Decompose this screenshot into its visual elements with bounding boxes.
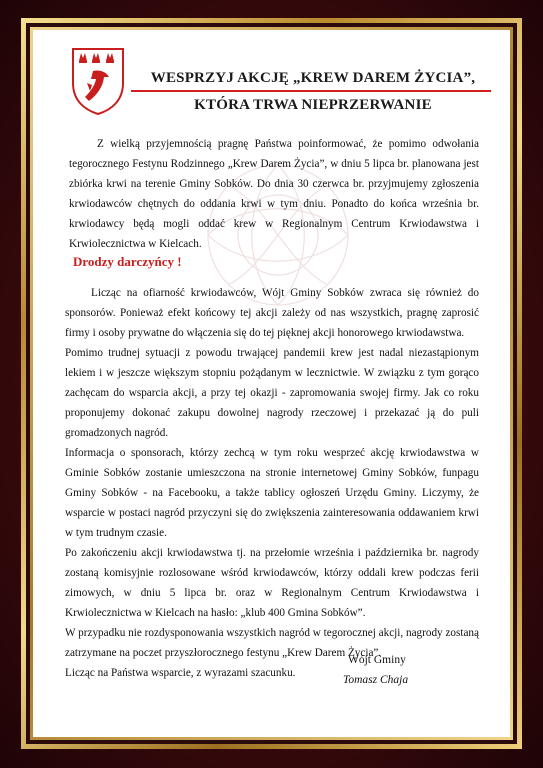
signature-name: Tomasz Chaja	[343, 674, 409, 686]
body-paragraph: Po zakończeniu akcji krwiodawstwa tj. na przełomie września i października br. nagrody zostaną komisyjnie rozlosowane wśród krwiodawców, którzy oddali krew podczas ferii zimowych, w dniu 5 lipca br. oraz w Regionalnym Centrum Krwiodawstwa i Krwiolecznictwa w Kielcach na hasło: „klub 400 Gmina Sobków”.	[65, 547, 479, 619]
signature-title: Wójt Gminy	[348, 654, 406, 666]
title-divider	[131, 90, 491, 92]
body-paragraph: Informacja o sponsorach, którzy zechcą w tym roku wesprzeć akcję krwiodawstwa w Gminie Sobków zostanie umieszczona na stronie internetowej Gminy Sobków, funpagu Gminy Sobków - na Facebooku, a także tablicy ogłoszeń Urzędu Gminy. Liczymy, że wsparcie w postaci nagród przyczyni się do zwiększenia zainteresowania oddawaniem krwi w tym trudnym czasie.	[65, 447, 479, 539]
title-line-2: KTÓRA TRWA NIEPRZERWANIE	[194, 97, 432, 113]
body-text	[65, 283, 479, 683]
document-page	[33, 30, 510, 737]
section-heading: Drodzy darczyńcy !	[73, 254, 182, 269]
title-line-1: WESPRZYJ AKCJĘ „KREW DAREM ŻYCIA”,	[150, 70, 476, 86]
body-paragraph: W przypadku nie rozdysponowania wszystkich nagród w tegorocznej akcji, nagrody zostaną zatrzymane na poczet przyszłorocznego festynu „Krew Darem Życia”.	[65, 627, 479, 659]
body-paragraph: Pomimo trudnej sytuacji z powodu trwającej pandemii krew jest nadal niezastąpionym lekiem i w jeszcze większym stopniu pożądanym w lecznictwie. W związku z tym gorąco zachęcam do wsparcia akcji, a przy tej okazji - zapromowania swojej firmy. Jak co roku proponujemy dokonać zakupu dowolnej nagrody rzeczowej i przekazać ją do puli gromadzonych nagród.	[65, 347, 479, 439]
gmina-sobkow-crest-icon	[71, 47, 125, 115]
intro-paragraph: Z wielką przyjemnością pragnę Państwa poinformować, że pomimo odwołania tegorocznego Festynu Rodzinnego „Krew Darem Życia”, w dniu 5 lipca br. planowana jest zbiórka krwi na terenie Gminy Sobków. Do dnia 30 czerwca br. przyjmujemy zgłoszenia krwiodawców chętnych do oddania krwi w tym dniu. Ponadto do końca września br. krwiodawcy będą mogli oddać krew w Regionalnym Centrum Krwiodawstwa i Krwiolecznictwa w Kielcach.	[69, 138, 479, 250]
body-paragraph: Licząc na Państwa wsparcie, z wyrazami szacunku.	[65, 667, 296, 679]
body-paragraph: Licząc na ofiarność krwiodawców, Wójt Gminy Sobków zwraca się również do sponsorów. Ponieważ efekt końcowy tej akcji zależy od nas wszystkich, pragnę zaprosić firmy i osoby prywatne do włączenia się do tej pięknej akcji honorowego krwiodawstwa.	[65, 287, 479, 339]
